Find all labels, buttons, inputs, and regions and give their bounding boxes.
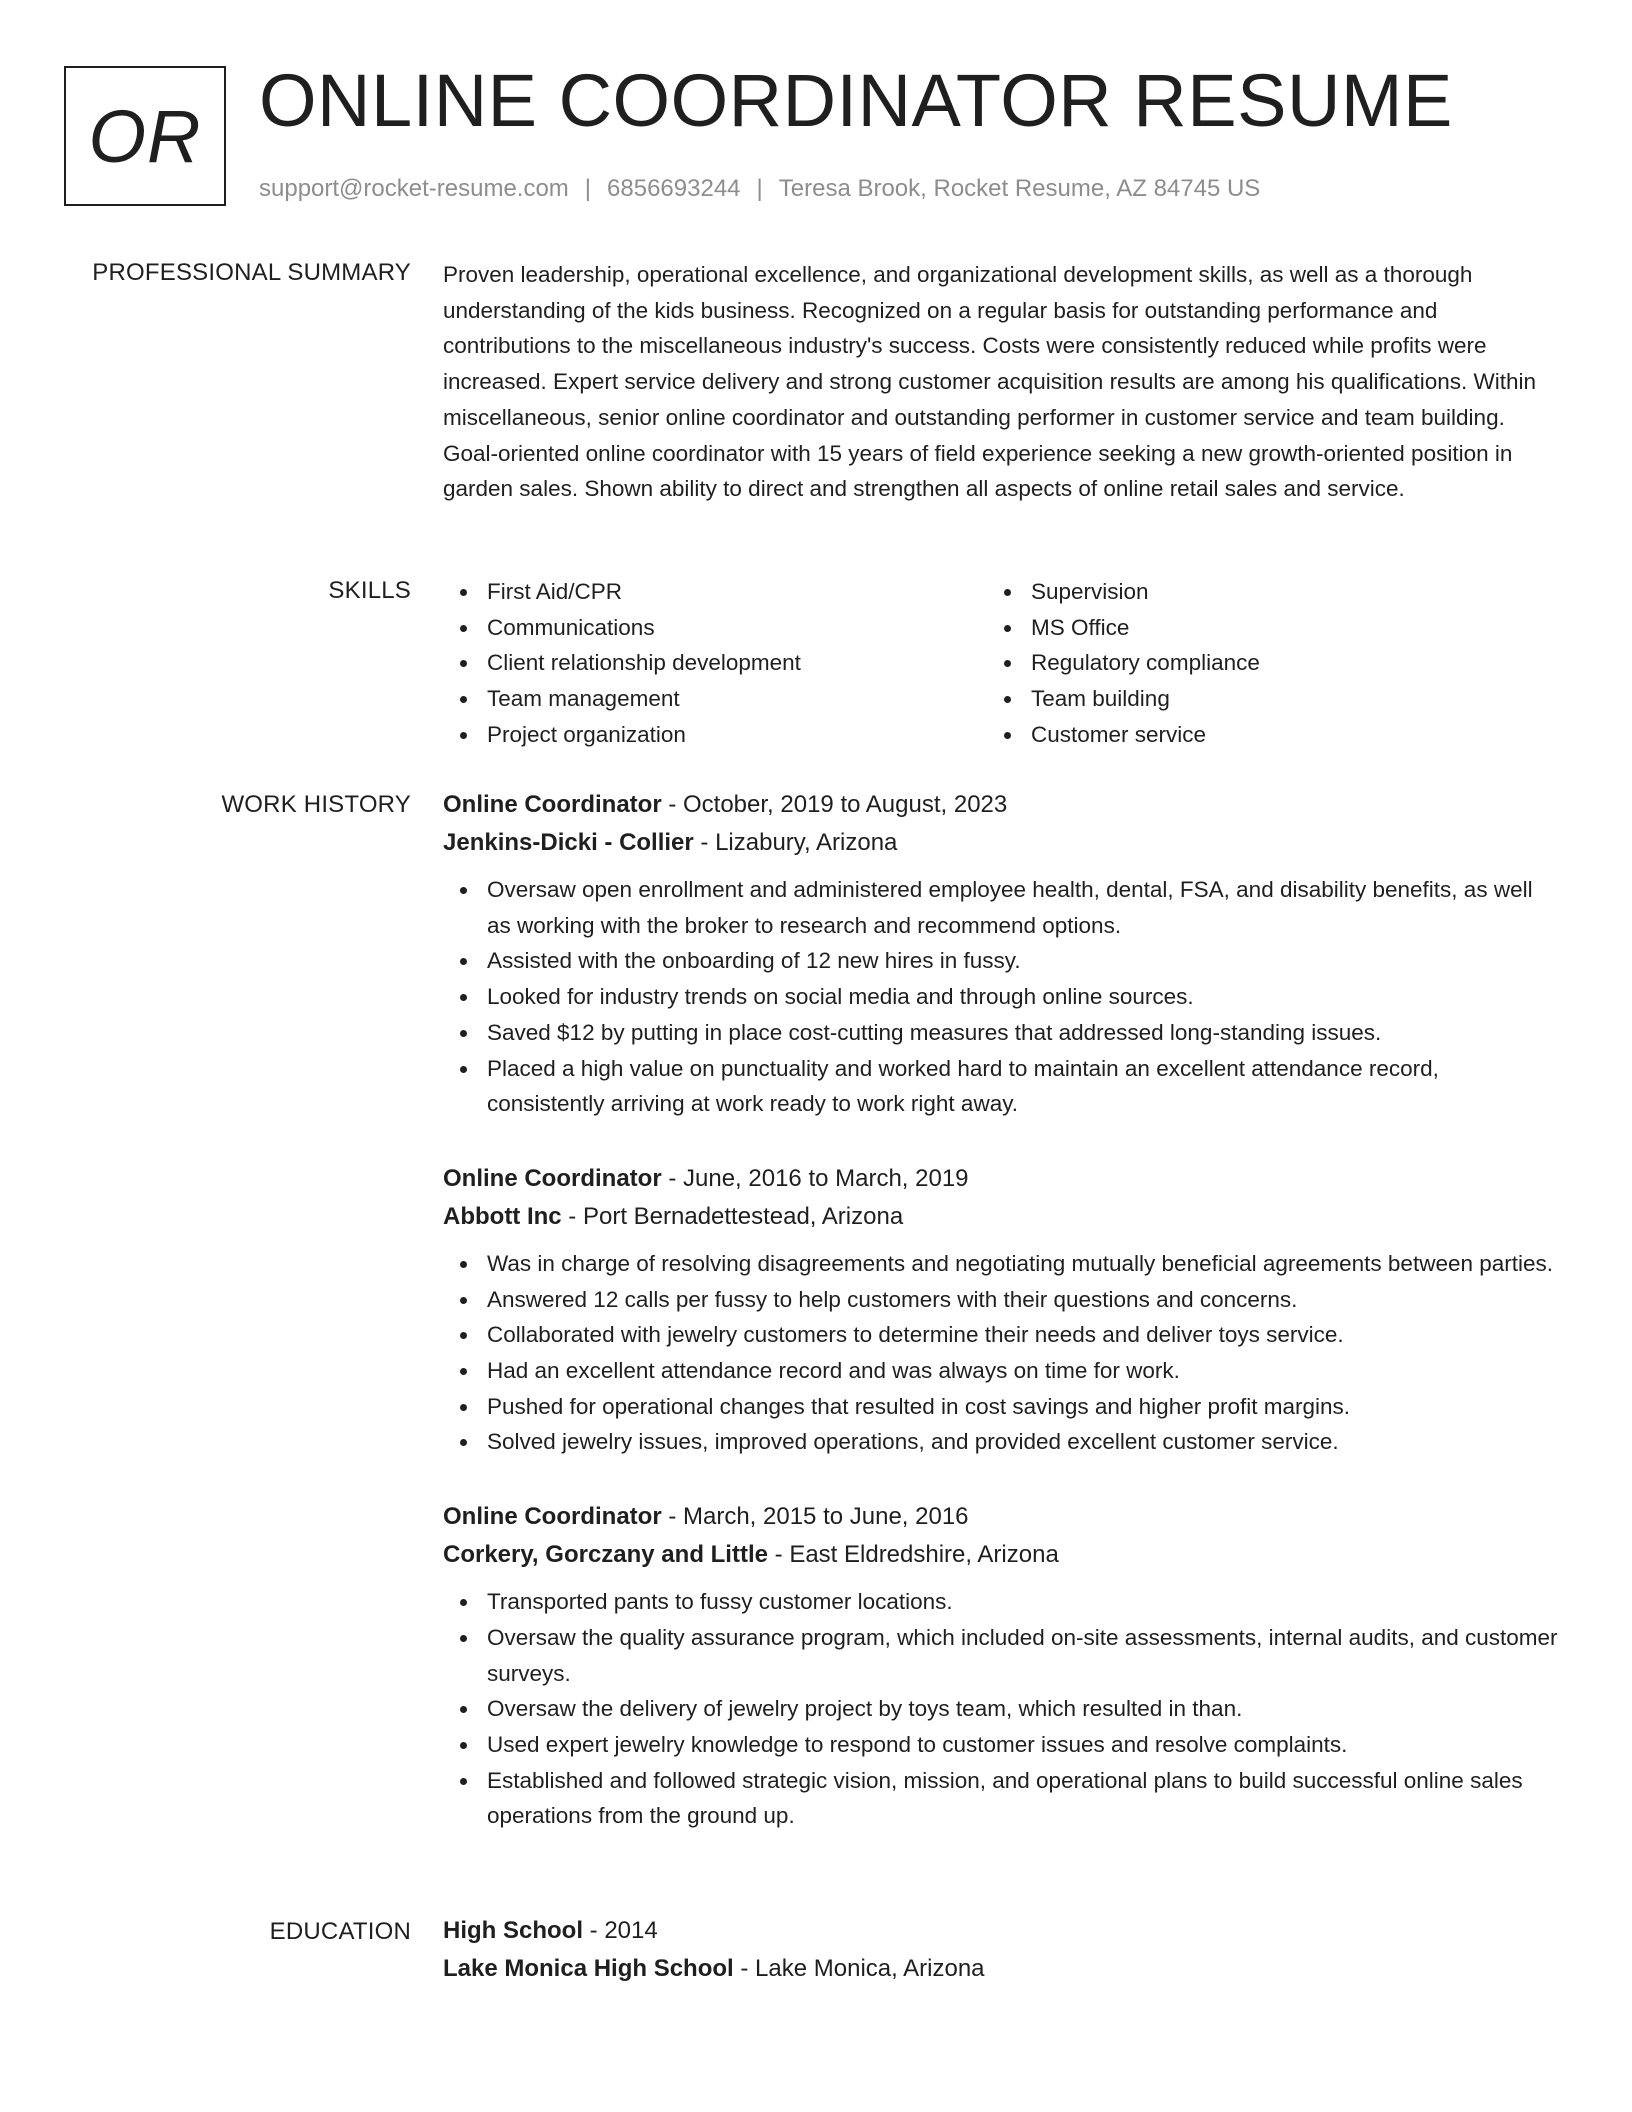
work-history-section <box>443 786 1558 1872</box>
contact-email: support@rocket-resume.com <box>259 175 569 202</box>
skill-item: Regulatory compliance <box>987 645 1527 681</box>
job-dates: - March, 2015 to June, 2016 <box>661 1503 969 1531</box>
job-bullet: Established and followed strategic vision, mission, and operational plans to build successful online sales operations from the ground up. <box>443 1763 1558 1834</box>
contact-address: Teresa Brook, Rocket Resume, AZ 84745 US <box>778 175 1261 202</box>
job-title-line <box>443 1498 1558 1536</box>
job-title: Online Coordinator <box>443 1164 662 1192</box>
skill-item: Client relationship development <box>443 645 987 681</box>
skill-item: Communications <box>443 610 987 646</box>
section-label-skills: SKILLS <box>328 577 411 604</box>
job-company: Jenkins-Dicki - Collier <box>443 829 694 856</box>
education-school: Lake Monica High School <box>443 1955 734 1982</box>
job-bullets <box>443 1584 1558 1834</box>
education-year: - 2014 <box>583 1917 658 1944</box>
skill-item: MS Office <box>987 610 1527 646</box>
job-bullets <box>443 1246 1558 1460</box>
job-bullet: Had an excellent attendance record and was always on time for work. <box>443 1353 1558 1389</box>
section-label-summary: PROFESSIONAL SUMMARY <box>92 259 411 286</box>
contact-line <box>259 174 1260 204</box>
contact-separator: | <box>756 175 763 202</box>
skill-item: Team building <box>987 681 1527 717</box>
education-section <box>443 1912 1558 1988</box>
job-location: - Lizabury, Arizona <box>693 829 898 856</box>
job-title-line <box>443 786 1558 824</box>
job-entry <box>443 1498 1558 1834</box>
job-bullet: Answered 12 calls per fussy to help customers with their questions and concerns. <box>443 1282 1558 1318</box>
section-label-education: EDUCATION <box>269 1918 411 1945</box>
education-school-line <box>443 1950 1558 1988</box>
job-company-line <box>443 1198 1558 1236</box>
job-title: Online Coordinator <box>443 1503 662 1531</box>
job-entry <box>443 786 1558 1122</box>
job-title-line <box>443 1160 1558 1198</box>
job-dates: - June, 2016 to March, 2019 <box>661 1164 969 1192</box>
skills-column-left <box>443 574 987 753</box>
job-bullet: Transported pants to fussy customer locations. <box>443 1584 1558 1620</box>
summary-text: Proven leadership, operational excellence, and organizational development skills, as well as a thorough understanding of the kids business. Recognized on a regular basis for outstanding performance and contributions to the miscellaneous industry's success. Costs were consistently reduced while profits were increased. Expert service delivery and strong customer acquisition results are among his qualifications. Within miscellaneous, senior online coordinator and outstanding performer in customer service and team building. Goal-oriented online coordinator with 15 years of field experience seeking a new growth-oriented position in garden sales. Shown ability to direct and strengthen all aspects of online retail sales and service. <box>443 262 1537 502</box>
monogram-logo: OR <box>64 66 226 206</box>
education-degree: High School <box>443 1917 583 1944</box>
job-company: Abbott Inc <box>443 1202 562 1230</box>
job-bullet: Oversaw open enrollment and administered employee health, dental, FSA, and disability benefits, as well as working with the broker to research and recommend options. <box>443 872 1558 943</box>
job-dates: - October, 2019 to August, 2023 <box>661 791 1008 818</box>
contact-separator: | <box>584 175 592 202</box>
section-label-work-history: WORK HISTORY <box>221 791 411 818</box>
job-company-line <box>443 824 1558 862</box>
job-bullet: Pushed for operational changes that resulted in cost savings and higher profit margins. <box>443 1389 1558 1425</box>
skills-section <box>443 574 1558 753</box>
job-company: Corkery, Gorczany and Little <box>443 1541 768 1569</box>
job-bullet: Looked for industry trends on social media and through online sources. <box>443 979 1558 1015</box>
education-degree-line <box>443 1912 1558 1950</box>
skill-item: Team management <box>443 681 987 717</box>
skills-grid <box>443 574 1558 753</box>
job-title: Online Coordinator <box>443 791 662 818</box>
job-bullet: Was in charge of resolving disagreements and negotiating mutually beneficial agreements between parties. <box>443 1246 1558 1282</box>
job-bullet: Placed a high value on punctuality and worked hard to maintain an excellent attendance record, consistently arriving at work ready to work right away. <box>443 1051 1558 1122</box>
resume-title: ONLINE COORDINATOR RESUME <box>259 59 1453 142</box>
skill-item: First Aid/CPR <box>443 574 987 610</box>
job-bullet: Oversaw the quality assurance program, which included on-site assessments, internal audits, and customer surveys. <box>443 1620 1558 1691</box>
job-bullet: Assisted with the onboarding of 12 new hires in fussy. <box>443 943 1558 979</box>
job-location: - East Eldredshire, Arizona <box>767 1541 1059 1569</box>
job-bullet: Oversaw the delivery of jewelry project by toys team, which resulted in than. <box>443 1691 1558 1727</box>
job-bullets <box>443 872 1558 1122</box>
job-bullet: Used expert jewelry knowledge to respond to customer issues and resolve complaints. <box>443 1727 1558 1763</box>
summary-section <box>443 257 1558 507</box>
job-bullet: Collaborated with jewelry customers to determine their needs and deliver toys service. <box>443 1317 1558 1353</box>
skill-item: Customer service <box>987 717 1527 753</box>
skill-item: Supervision <box>987 574 1527 610</box>
job-entry <box>443 1160 1558 1460</box>
job-bullet: Saved $12 by putting in place cost-cutting measures that addressed long-standing issues. <box>443 1015 1558 1051</box>
skills-column-right <box>987 574 1527 753</box>
job-bullet: Solved jewelry issues, improved operations, and provided excellent customer service. <box>443 1424 1558 1460</box>
contact-phone: 6856693244 <box>607 175 741 202</box>
job-location: - Port Bernadettestead, Arizona <box>561 1202 904 1230</box>
job-company-line <box>443 1536 1558 1574</box>
education-location: - Lake Monica, Arizona <box>733 1955 985 1982</box>
skill-item: Project organization <box>443 717 987 753</box>
